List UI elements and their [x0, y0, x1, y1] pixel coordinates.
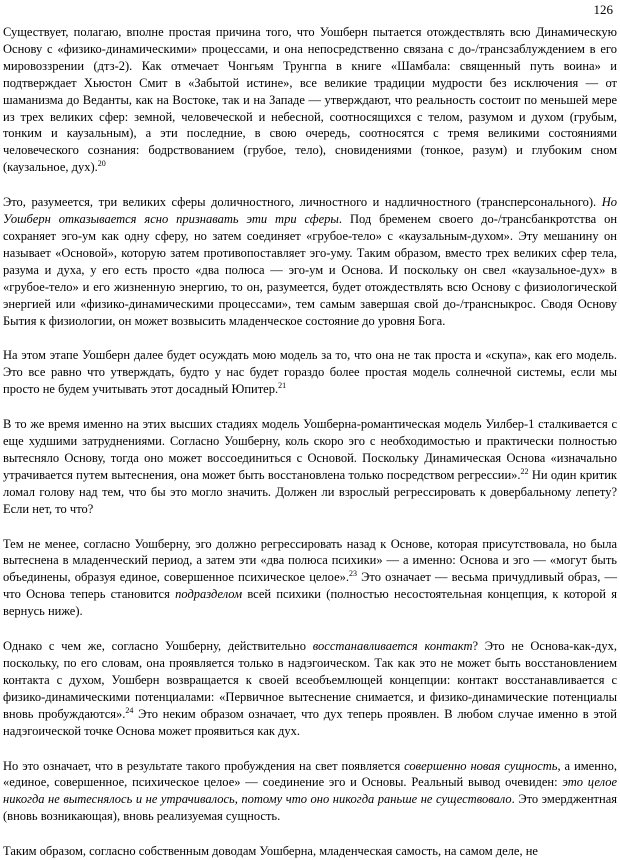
- paragraph-text: Но это означает, что в результате такого пробуждения на свет появляется: [3, 758, 405, 773]
- paragraph: [3, 843, 617, 860]
- paragraph-text: Это, разумеется, три великих сферы доличностного, личностного и надличностного (трансперсонального).: [3, 195, 602, 210]
- paragraph: [3, 24, 617, 176]
- footnote-ref: 20: [97, 159, 106, 169]
- paragraph-text: всей психики (полностью несостоятельная концепция, к которой я вернусь ниже).: [3, 587, 617, 619]
- paragraph-text: . Под бременем своего до-/трансбанкротства он сохраняет эго-ум как одну сферу, но затем соединяет «грубое-тело» с «каузальным-духом». Эту мешанину он называет «Основой», которую затем противопоставляет эго-уму. Таким образом, вместо трех великих сфер тела, разума и духа, у его есть просто «два полюса — эго-ум и Основа. И поскольку он свел «каузальное-дух» в «грубое-тело» и его жизненную энергию, то он, разумеется, будет отождествлять всю Основу с физиологической энергией или «физико-динамическими процессами», тем самым завершая свой до-/трансныкрос. Сводя Основу Бытия к физиологии, он может возвысить младенческое состояние до уровня Бога.: [3, 212, 618, 328]
- emphasized-text: Но Уошберн отказывается ясно признавать эти три сферы: [3, 195, 617, 227]
- paragraph: [3, 758, 617, 826]
- paragraph: [3, 416, 617, 517]
- paragraph: [3, 638, 617, 739]
- footnote-ref: 22: [520, 466, 529, 476]
- paragraph-text: Тем не менее, согласно Уошберну, эго должно регрессировать назад к Основе, которая присутствовала, но была вытеснена в младенческий период, а затем эти «два полюса психики» — а именно: Основа и эго — «могут быть объединены, образуя единое, совершенное психическое целое».: [3, 536, 617, 585]
- paragraph-text: На этом этапе Уошберн далее будет осуждать мою модель за то, что она не так проста и «скупа», как его модель. Это все равно что утверждать, будто у нас будет гораздо более простая модель солнечной системы, если мы просто не будем учитывать этот досадный Юпитер.: [3, 348, 617, 397]
- paragraph-text: , а именно, «единое, совершенное, психическое целое» — соединение эго и Основы. Реальный вывод очевиден:: [3, 758, 617, 790]
- paragraph-text: ? Это не Основа-как-дух, поскольку, по его словам, она проявляется только в надэгоическом. Так как это не может быть восстановлением контакта с духом, Уошберн возвращается к своей всеобъемлющей концепции: контакт восстанавливается с физико-динамическими потенциалами: «Первичное вытеснение снимается, и физико-динамические потенциалы вновь пробуждаются».: [3, 639, 617, 721]
- emphasized-text: это целое никогда не вытеснялось и не утрачивалось, потому что оно никогда раньше не существовало: [3, 775, 618, 807]
- emphasized-text: подразделом: [175, 587, 243, 602]
- emphasized-text: восстанавливается контакт: [312, 639, 473, 654]
- footnote-ref: 24: [125, 705, 134, 715]
- text-column: [3, 24, 617, 860]
- page-number: 126: [593, 2, 613, 17]
- paragraph: [3, 347, 617, 398]
- footnote-ref: 23: [349, 569, 357, 579]
- paragraph-text: Однако с чем же, согласно Уошберну, действительно: [3, 639, 313, 654]
- emphasized-text: совершенно новая сущность: [404, 758, 558, 773]
- paragraph-text: Существует, полагаю, вполне простая причина того, что Уошберн пытается отождествлять всю Динамическую Основу с «физико-динамическими» процессами, и она непосредственно связана с до-/трансзаблуждением в его мировоззрении (дтз-2). Как отмечает Чонгьям Трунгпа в книге «Шамбала: священный путь воина» и подтверждает Хьюстон Смит в «Забытой истине», все великие традиции мудрости без исключения — от шаманизма до Веданты, как на Востоке, так и на Западе — утверждают, что реальность состоит по меньшей мере из трех великих сфер: земной, человеческой и небесной, соотносящихся с телом, разумом и духом (грубым, тонким и каузальным), а эти последние, в свою очередь, соотносятся с тремя великими состояниями человеческого сознания: бодрствованием (грубое, тело), сновидениями (тонкое, разум) и глубоким сном (каузальное, дух).: [3, 25, 617, 175]
- paragraph-text: . Это эмерджентная (вновь возникающая), вновь реализуемая сущность.: [3, 792, 617, 824]
- paragraph-text: Ни один критик ломал голову над тем, что бы это могло значить. Должен ли взрослый регрессировать к довербальному лепету? Если нет, то что?: [3, 467, 618, 516]
- paragraph-text: Таким образом, согласно собственным доводам Уошберна, младенческая самость, на самом деле, не: [3, 844, 538, 859]
- paragraph-text: Это неким образом означает, что дух теперь проявлен. В любом случае именно в этой надэгоической точке Основа может проявиться как дух.: [3, 706, 618, 738]
- paragraph: [3, 194, 617, 329]
- paragraph-text: В то же время именно на этих высших стадиях модель Уошберна-романтическая модель Уилбер-1 сталкивается с еще худшими затруднениями. Согласно Уошберну, коль скоро эго с необходимостью и практически полностью вытесняло Основу, тогда оно может воссоединиться с Основой. Поскольку Динамическая Основа «изначально утрачивается путем вытеснения, она может быть восстановлена только посредством регрессии».: [3, 417, 617, 482]
- footnote-ref: 21: [278, 381, 287, 391]
- paragraph-text: Это означает — весьма причудливый образ, — что Основа теперь становится: [3, 570, 617, 602]
- paragraph: [3, 536, 617, 621]
